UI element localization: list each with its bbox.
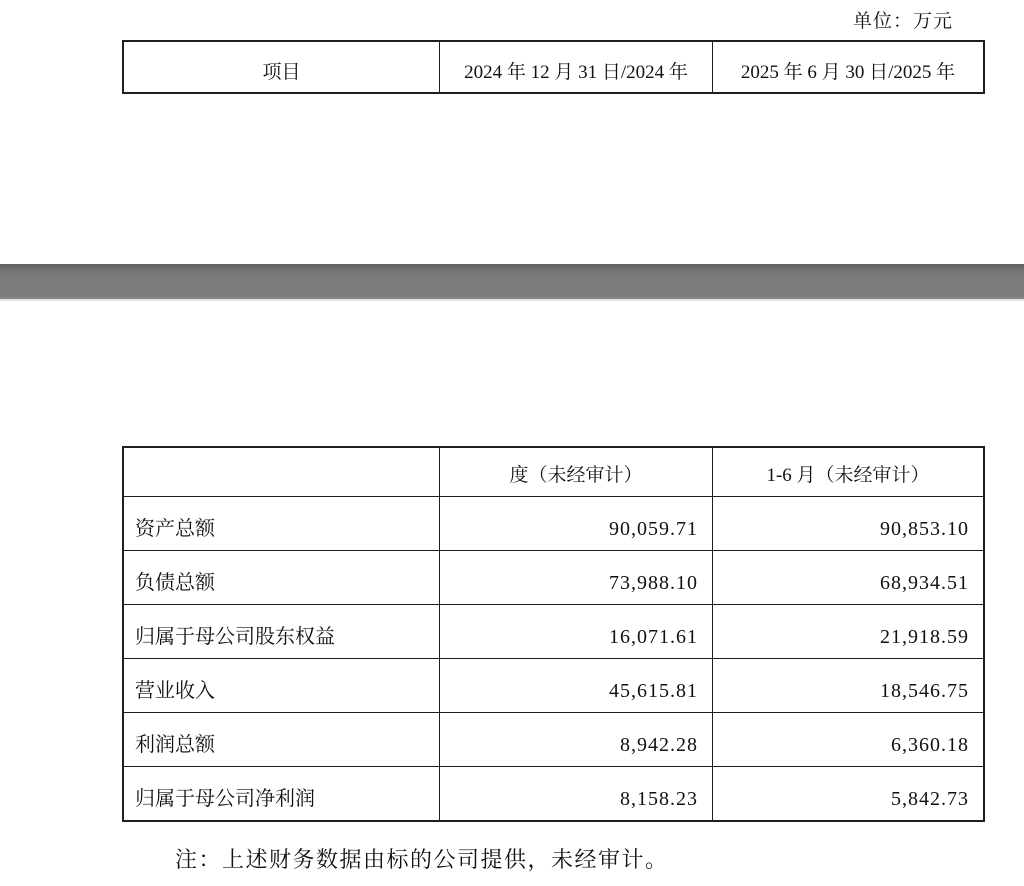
value-2024: 16,071.61	[439, 605, 712, 658]
table-row-total-liabilities	[124, 550, 983, 604]
table-row-operating-revenue	[124, 658, 983, 712]
row-label: 归属于母公司股东权益	[135, 626, 335, 648]
value-2024: 90,059.71	[439, 497, 712, 550]
value-2024: 8,942.28	[439, 713, 712, 766]
row-label: 负债总额	[135, 572, 215, 594]
table-header-row	[124, 448, 983, 496]
row-label: 资产总额	[135, 518, 215, 540]
value-2025: 68,934.51	[712, 551, 983, 604]
table-row-parent-equity	[124, 604, 983, 658]
value-2024: 45,615.81	[439, 659, 712, 712]
row-label: 归属于母公司净利润	[135, 788, 315, 810]
header-cell-period-2025: 2025 年 6 月 30 日/2025 年	[712, 42, 983, 92]
value-2025: 5,842.73	[712, 767, 983, 820]
header-cell-period-2025: 1-6 月（未经审计）	[712, 448, 983, 496]
value-2025: 21,918.59	[712, 605, 983, 658]
header-cell-period-2024: 度（未经审计）	[439, 448, 712, 496]
table-footnote: 注：上述财务数据由标的公司提供，未经审计。	[175, 847, 669, 872]
row-label: 利润总额	[135, 734, 215, 756]
header-cell-item	[124, 448, 439, 496]
value-2025: 6,360.18	[712, 713, 983, 766]
row-label: 营业收入	[135, 680, 215, 702]
financial-table-header-page1	[122, 40, 985, 94]
value-2025: 18,546.75	[712, 659, 983, 712]
table-row-total-profit	[124, 712, 983, 766]
table-row-total-assets	[124, 496, 983, 550]
table-header-row	[124, 42, 983, 92]
value-2025: 90,853.10	[712, 497, 983, 550]
financial-table-page2	[122, 446, 985, 822]
value-2024: 73,988.10	[439, 551, 712, 604]
table-row-parent-net-profit	[124, 766, 983, 820]
unit-label: 单位：万元	[852, 11, 953, 32]
header-cell-item: 项目	[262, 62, 301, 84]
value-2024: 8,158.23	[439, 767, 712, 820]
header-cell-period-2024: 2024 年 12 月 31 日/2024 年	[439, 42, 712, 92]
page-break-separator	[0, 264, 1024, 301]
